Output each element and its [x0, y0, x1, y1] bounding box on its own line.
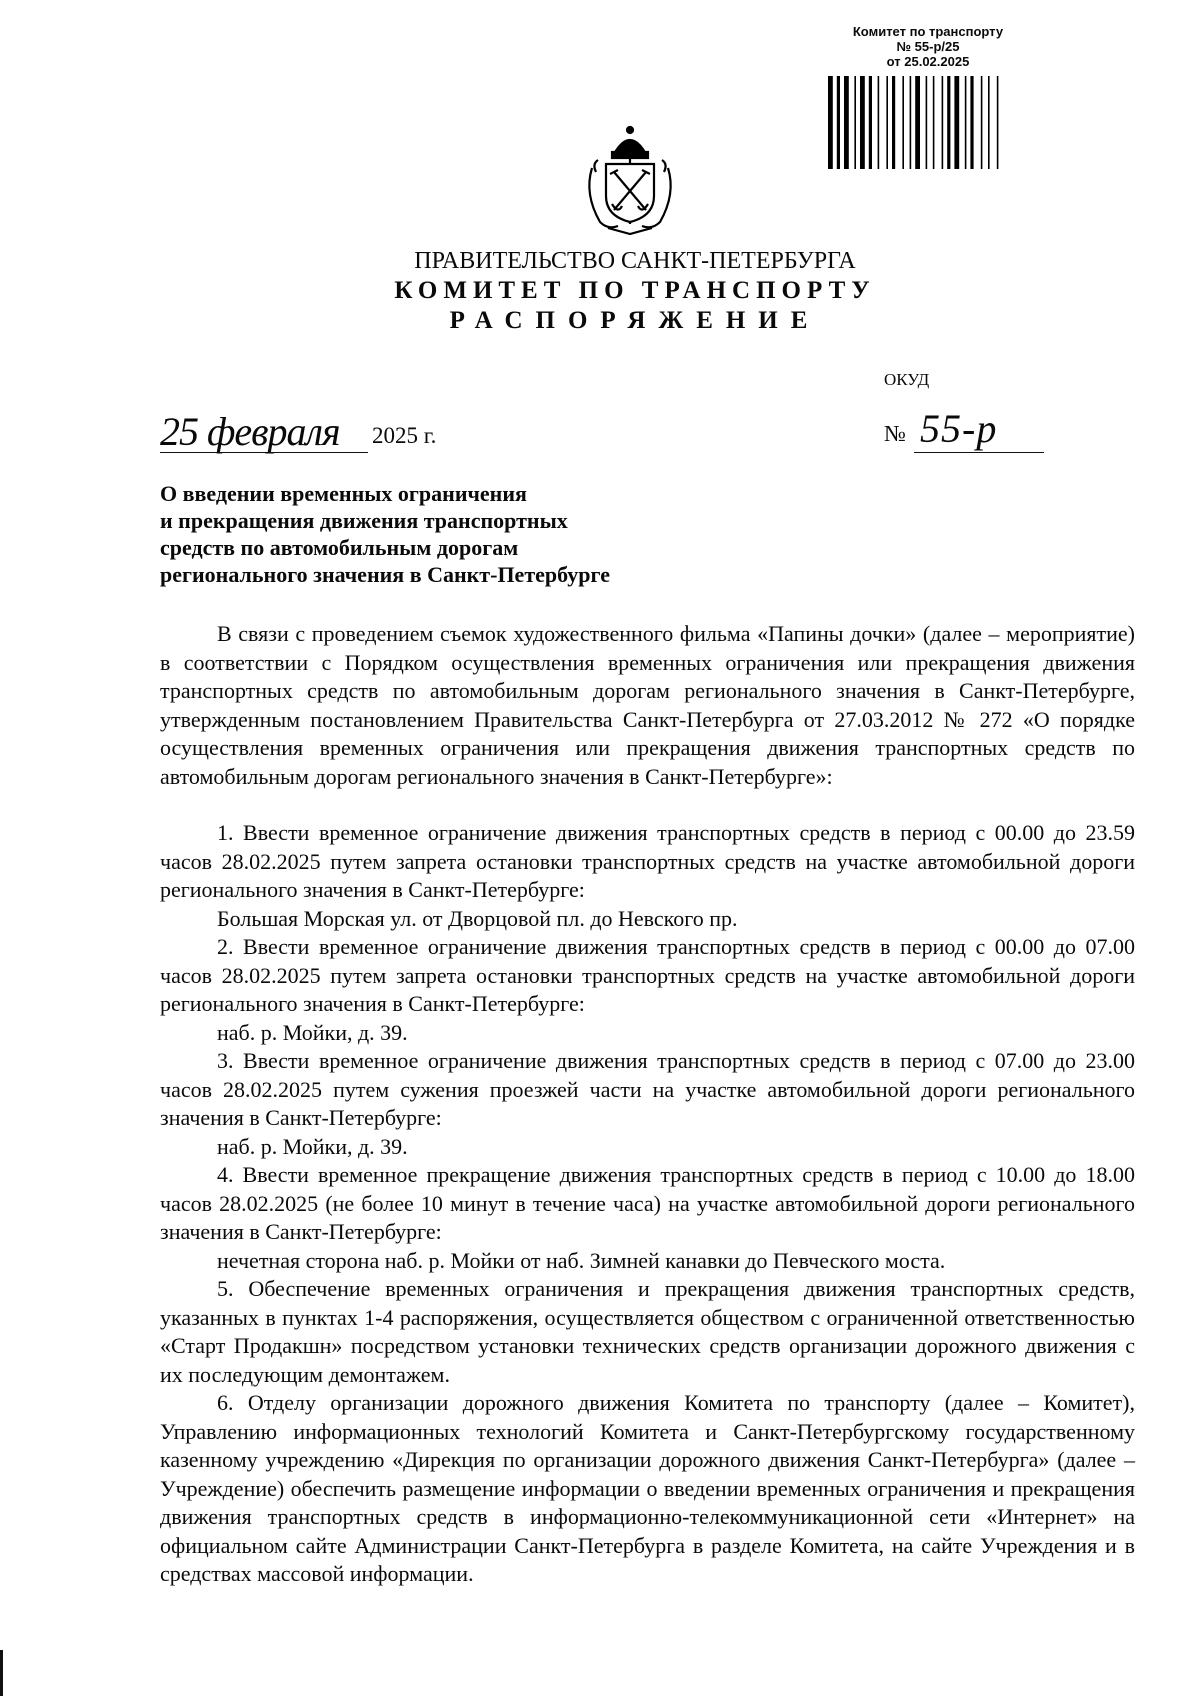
- barcode-bar: [981, 76, 983, 169]
- barcode-bar: [844, 76, 849, 169]
- barcode-bar: [942, 76, 944, 169]
- number-underline: [914, 452, 1044, 453]
- barcode: [826, 76, 1026, 169]
- stamp-line-3: от 25.02.2025: [886, 54, 970, 69]
- barcode-bar: [886, 76, 888, 169]
- barcode-bar: [988, 76, 990, 169]
- document-body: [160, 620, 1135, 1589]
- barcode-bar: [933, 76, 935, 169]
- barcode-bar: [954, 76, 959, 169]
- item-location: наб. р. Мойки, д. 39.: [217, 1133, 408, 1159]
- subject-line: О введении временных ограничения: [160, 481, 527, 506]
- document-type: РАСПОРЯЖЕНИЕ: [449, 307, 821, 334]
- barcode-bar: [947, 76, 950, 169]
- handwritten-number: 55-р: [920, 406, 998, 451]
- item-location: наб. р. Мойки, д. 39.: [217, 1019, 408, 1045]
- item-paragraph: 1. Ввести временное ограничение движения транспортных средств в период с 00.00 до 23.59 часов 28.02.2025 путем запрета остановки транспортных средств на участке автомобильной дороги регионального значения в Санкт-Петербурге:: [160, 820, 1135, 902]
- government-name: ПРАВИТЕЛЬСТВО САНКТ-ПЕТЕРБУРГА: [414, 248, 856, 274]
- committee-name: КОМИТЕТ ПО ТРАНСПОРТУ: [394, 277, 876, 304]
- barcode-bar: [837, 76, 840, 169]
- barcode-bar: [878, 76, 880, 169]
- coat-of-arms-emblem: [578, 124, 682, 236]
- item-paragraph: 6. Отделу организации дорожного движения Комитета по транспорту (далее – Комитет), Управлению информационных технологий Комитета и Санкт-Петербургскому государственному казенному учреждению «Дирекция по организации дорожного движения Санкт-Петербурга» (далее – Учреждение) обеспечить размещение информации о введении временных ограничения и прекращения движения транспортных средств в информационно-телекоммуникационной сети «Интернет» на официальном сайте Администрации Санкт-Петербурга в разделе Комитета, на сайте Учреждения и в средствах массовой информации.: [160, 1390, 1135, 1586]
- barcode-bar: [915, 76, 920, 169]
- number-label: №: [884, 421, 906, 446]
- barcode-bar: [892, 76, 895, 169]
- barcode-bar: [910, 76, 912, 169]
- stamp-line-2: № 55-р/25: [896, 39, 960, 54]
- document-subject: [160, 480, 610, 588]
- subject-line: средств по автомобильным дорогам: [160, 535, 519, 560]
- item-paragraph: 5. Обеспечение временных ограничения и прекращения движения транспортных средств, указанных в пунктах 1-4 распоряжения, осуществляется обществом с ограниченной ответственностью «Старт Продакшн» посредством установки технических средств организации дорожного движения с их последующим демонтажем.: [160, 1276, 1135, 1387]
- date-underline: [160, 452, 368, 453]
- item-paragraph: 2. Ввести временное ограничение движения транспортных средств в период с 00.00 до 07.00 часов 28.02.2025 путем запрета остановки транспортных средств на участке автомобильной дороги регионального значения в Санкт-Петербурге:: [160, 934, 1135, 1016]
- subject-line: и прекращения движения транспортных: [160, 508, 568, 533]
- item-location: нечетная сторона наб. р. Мойки от наб. Зимней канавки до Певческого моста.: [217, 1247, 946, 1273]
- item-location: Большая Морская ул. от Дворцовой пл. до Невского пр.: [217, 905, 738, 931]
- item-paragraph: 4. Ввести временное прекращение движения транспортных средств в период с 10.00 до 18.00 часов 28.02.2025 (не более 10 минут в течение часа) на участке автомобильной дороги регионального значения в Санкт-Петербурге:: [160, 1162, 1135, 1244]
- subject-line: регионального значения в Санкт-Петербурге: [160, 562, 610, 587]
- barcode-bar: [965, 76, 967, 169]
- barcode-bar: [926, 76, 928, 169]
- registration-stamp: [838, 24, 1018, 69]
- date-year: 2025 г.: [372, 423, 437, 448]
- barcode-bar: [997, 76, 999, 169]
- barcode-bar: [860, 76, 865, 169]
- binding-mark: [0, 1650, 3, 1696]
- item-paragraph: 3. Ввести временное ограничение движения транспортных средств в период с 07.00 до 23.00 часов 28.02.2025 путем сужения проезжей части на участке автомобильной дороги регионального значения в Санкт-Петербурге:: [160, 1048, 1135, 1130]
- barcode-bar: [970, 76, 973, 169]
- barcode-bar: [869, 76, 872, 169]
- barcode-bar: [854, 76, 856, 169]
- handwritten-date: 25 февраля: [160, 409, 340, 454]
- barcode-bar: [902, 76, 904, 169]
- stamp-line-1: Комитет по транспорту: [852, 24, 1004, 39]
- preamble-paragraph: В связи с проведением съемок художественного фильма «Папины дочки» (далее – мероприятие) в соответствии с Порядком осуществления временных ограничения или прекращения движения транспортных средств по автомобильным дорогам регионального значения в Санкт-Петербурге, утвержденным постановлением Правительства Санкт-Петербурга от 27.03.2012 № 272 «О порядке осуществления временных ограничения или прекращения движения транспортных средств по автомобильным дорогам регионального значения в Санкт-Петербурге»:: [160, 621, 1135, 789]
- okud-label: ОКУД: [884, 370, 930, 389]
- barcode-bar: [828, 76, 833, 169]
